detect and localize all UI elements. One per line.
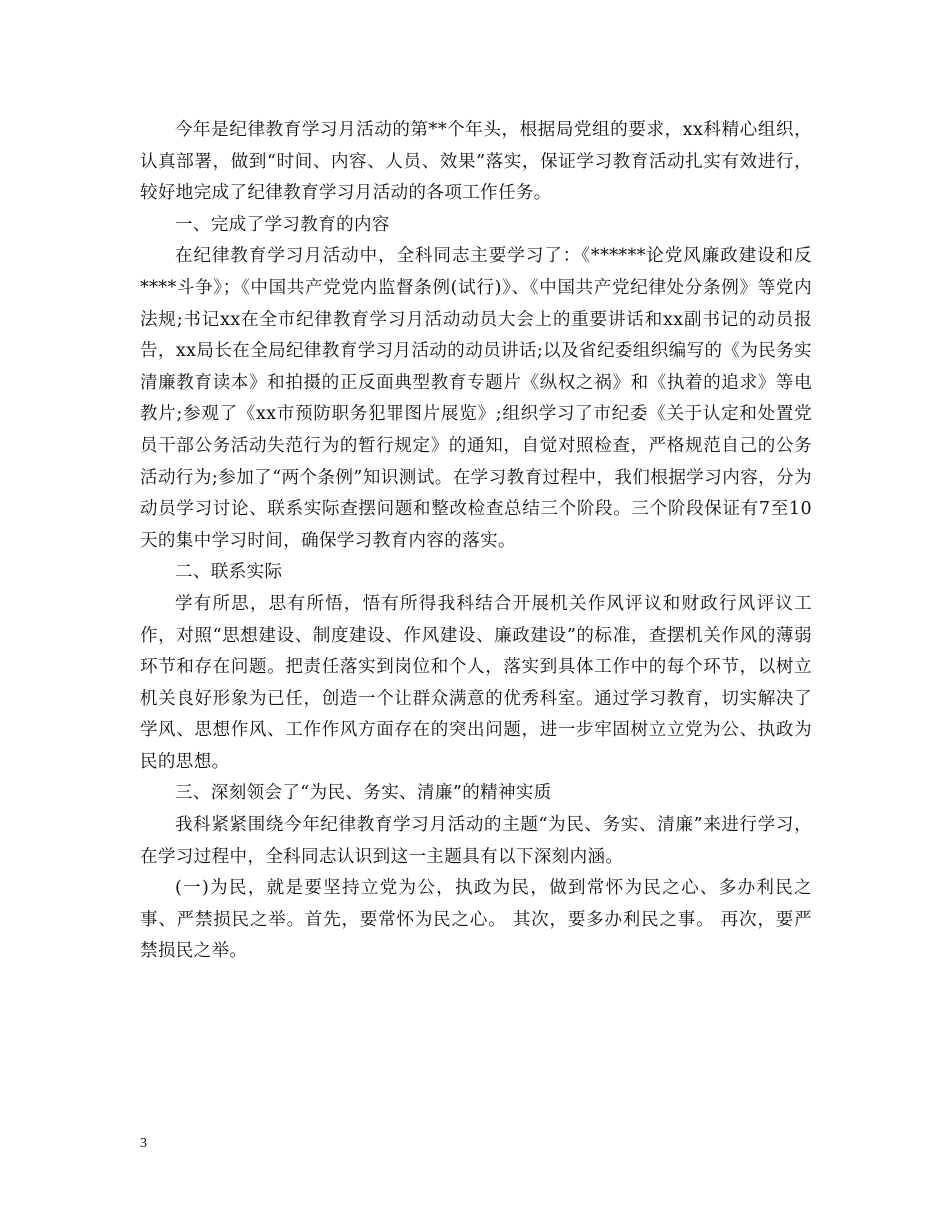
paragraph-practice: 学有所思，思有所悟，悟有所得我科结合开展机关作风评议和财政行风评议工作，对照“思想建设、制度建设、作风建设、廉政建设”的标准，查摆机关作风的薄弱环节和存在问题。把责任落实到岗位和个人，落实到具体工作中的每个环节，以树立机关良好形象为已任，创造一个让群众满意的优秀科室。通过学习教育，切实解决了学风、思想作风、工作作风方面存在的突出问题，进一步牢固树立立党为公、执政为民的思想。: [140, 593, 812, 772]
section-heading-1: 一、完成了学习教育的内容: [175, 214, 390, 235]
section-heading-3: 三、深刻领会了“为民、务实、清廉”的精神实质: [175, 783, 552, 804]
section-heading-2: 二、联系实际: [175, 562, 283, 583]
paragraph-intro: 今年是纪律教育学习月活动的第**个年头，根据局党组的要求，xx科精心组织，认真部署，做到“时间、内容、人员、效果”落实，保证学习教育活动扎实有效进行，较好地完成了纪律教育学习月活动的各项工作任务。: [140, 120, 812, 204]
paragraph-theme: 我科紧紧围绕今年纪律教育学习月活动的主题“为民、务实、清廉”来进行学习，在学习过程中，全科同志认识到这一主题具有以下深刻内涵。: [140, 815, 812, 867]
page-number: 3: [140, 1136, 147, 1151]
paragraph-study-content: 在纪律教育学习月活动中，全科同志主要学习了：《******论党风廉政建设和反****斗争》；《中国共产党党内监督条例(试行)》、《中国共产党纪律处分条例》等党内法规;书记xx在全市纪律教育学习月活动动员大会上的重要讲话和xx副书记的动员报告，xx局长在全局纪律教育学习月活动的动员讲话;以及省纪委组织编写的《为民务实清廉教育读本》和拍摄的正反面典型教育专题片《纵权之祸》和《执着的追求》等电教片;参观了《xx市预防职务犯罪图片展览》;组织学习了市纪委《关于认定和处置党员干部公务活动失范行为的暂行规定》的通知，自觉对照检查，严格规范自己的公务活动行为;参加了“两个条例”知识测试。在学习教育过程中，我们根据学习内容，分为动员学习讨论、联系实际查摆问题和整改检查总结三个阶段。三个阶段保证有7至10天的集中学习时间，确保学习教育内容的落实。: [140, 246, 812, 551]
paragraph-for-people: (一)为民，就是要坚持立党为公，执政为民，做到常怀为民之心、多办利民之事、严禁损民之举。首先，要常怀为民之心。 其次，要多办利民之事。 再次，要严禁损民之举。: [140, 878, 812, 962]
document-body: [140, 115, 812, 968]
